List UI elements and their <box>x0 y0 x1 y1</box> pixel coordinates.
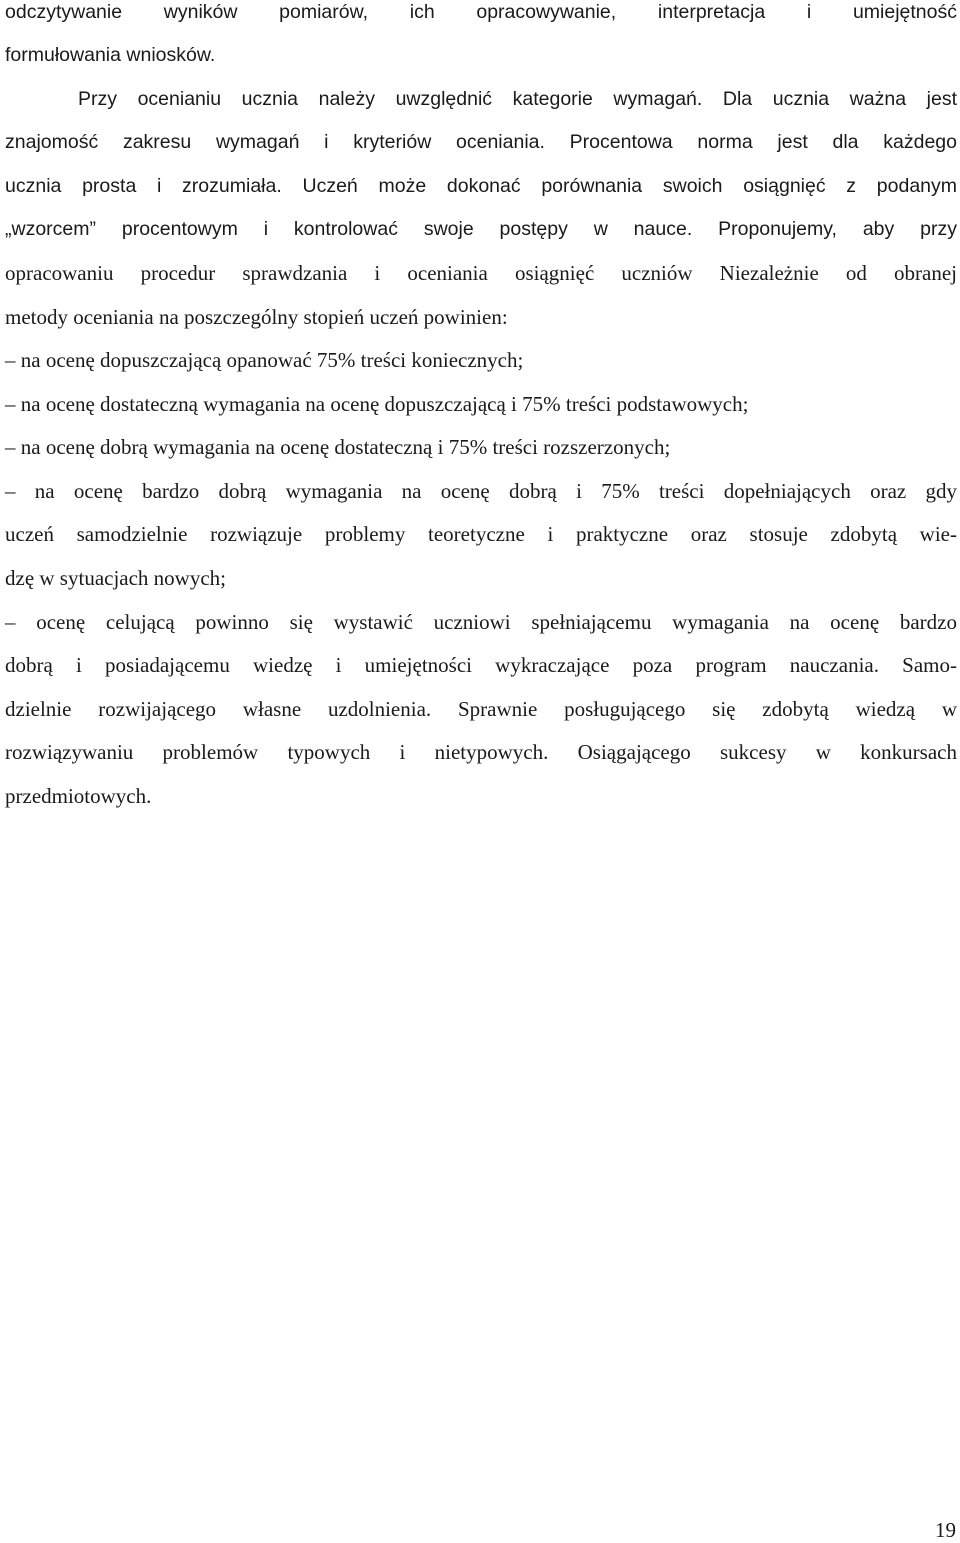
text-line-13: uczeń samodzielnie rozwiązuje problemy teoretyczne i praktyczne oraz stosuje zdobytą wie- <box>5 522 957 546</box>
text-line-3: Przy ocenianiu ucznia należy uwzględnić kategorie wymagań. Dla ucznia ważna jest <box>78 88 957 110</box>
list-item-dopuszczajaca: – na ocenę dopuszczającą opanować 75% treści koniecznych; <box>5 348 524 372</box>
text-line-2: formułowania wniosków. <box>5 44 216 66</box>
text-line-6: „wzorcem” procentowym i kontrolować swoje postępy w nauce. Proponujemy, aby przy <box>5 218 957 240</box>
text-line-19: przedmiotowych. <box>5 784 152 808</box>
list-item-bardzo-dobra: – na ocenę bardzo dobrą wymagania na ocenę dobrą i 75% treści dopełniających oraz gdy <box>5 479 957 503</box>
text-line-16: dobrą i posiadającemu wiedzę i umiejętności wykraczające poza program nauczania. Samo- <box>5 653 957 677</box>
text-line-7: opracowaniu procedur sprawdzania i oceniania osiągnięć uczniów Niezależnie od obranej <box>5 261 957 285</box>
text-line-18: rozwiązywaniu problemów typowych i nietypowych. Osiągającego sukcesy w konkursach <box>5 740 957 764</box>
text-line-4: znajomość zakresu wymagań i kryteriów oceniania. Procentowa norma jest dla każdego <box>5 131 957 153</box>
text-line-5: ucznia prosta i zrozumiała. Uczeń może dokonać porównania swoich osiągnięć z podanym <box>5 175 957 197</box>
list-item-dostateczna: – na ocenę dostateczną wymagania na ocenę dopuszczającą i 75% treści podstawowych; <box>5 392 749 416</box>
list-item-dobra: – na ocenę dobrą wymagania na ocenę dostateczną i 75% treści rozszerzonych; <box>5 435 671 459</box>
page-number: 19 <box>935 1518 956 1542</box>
text-line-1: odczytywanie wyników pomiarów, ich opracowywanie, interpretacja i umiejętność <box>5 1 957 23</box>
list-item-celujaca: – ocenę celującą powinno się wystawić uczniowi spełniającemu wymagania na ocenę bardzo <box>5 610 957 634</box>
text-line-8: metody oceniania na poszczególny stopień uczeń powinien: <box>5 305 508 329</box>
text-line-17: dzielnie rozwijającego własne uzdolnienia. Sprawnie posługującego się zdobytą wiedzą w <box>5 697 957 721</box>
text-line-14: dzę w sytuacjach nowych; <box>5 566 227 590</box>
